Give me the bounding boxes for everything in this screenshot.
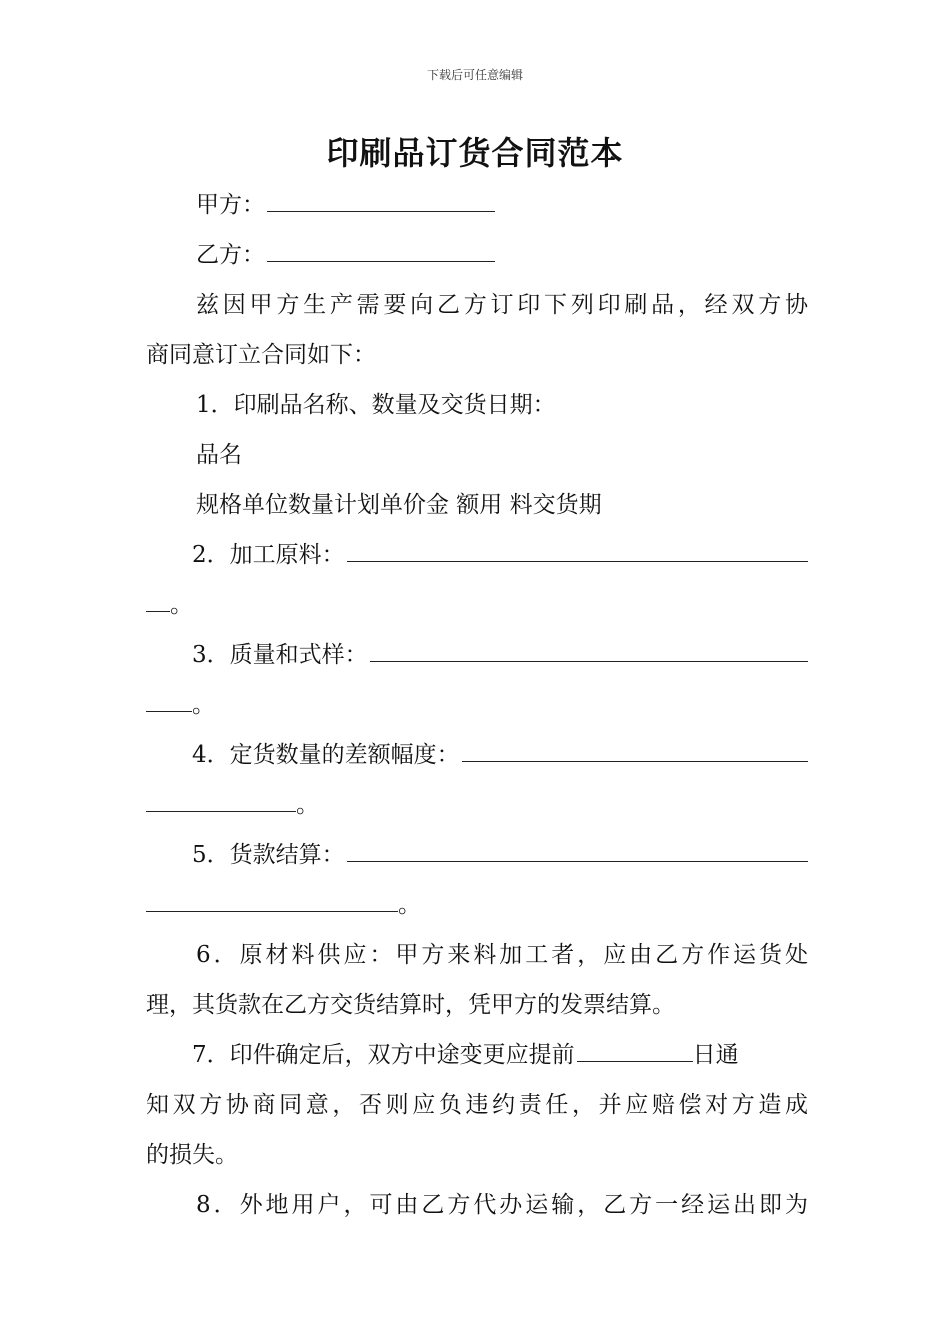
item-7-line-3 xyxy=(146,1130,808,1180)
item-3-blank-cont xyxy=(146,693,192,712)
product-name-line xyxy=(146,430,808,480)
item-6-line-1 xyxy=(146,930,808,980)
product-name-text: 品名 xyxy=(196,442,242,468)
item-6-text-1: 6．原材料供应：甲方来料加工者，应由乙方作运货处 xyxy=(196,942,808,968)
item-4-blank-cont xyxy=(146,793,296,812)
item-4-continuation xyxy=(146,780,808,830)
item-4-blank xyxy=(462,743,808,762)
item-1-text: 1．印刷品名称、数量及交货日期： xyxy=(196,392,556,418)
item-6-line-2 xyxy=(146,980,808,1030)
item-7-line-2 xyxy=(146,1080,808,1130)
item-8-text-1: 8．外地用户，可由乙方代办运输，乙方一经运出即为 xyxy=(196,1192,808,1218)
item-1-line xyxy=(146,380,808,430)
intro-line-1 xyxy=(146,280,808,330)
header-note: 下载后可任意编辑 xyxy=(426,68,523,82)
party-a-label: 甲方： xyxy=(196,192,265,218)
intro-text-2: 商同意订立合同如下： xyxy=(146,342,376,368)
item-8-line-1 xyxy=(146,1180,808,1230)
item-7-text-3: 的损失。 xyxy=(146,1142,238,1168)
item-7-text-2: 知双方协商同意，否则应负违约责任，并应赔偿对方造成 xyxy=(146,1092,808,1118)
item-5-line xyxy=(146,830,808,880)
item-5-blank xyxy=(347,843,808,862)
item-6-text-2: 理，其货款在乙方交货结算时，凭甲方的发票结算。 xyxy=(146,992,675,1018)
intro-text-1: 兹因甲方生产需要向乙方订印下列印刷品，经双方协 xyxy=(196,292,808,318)
party-b-blank xyxy=(267,243,495,262)
item-2-line xyxy=(146,530,808,580)
item-7-text-1a: 7．印件确定后，双方中途变更应提前 xyxy=(192,1042,575,1068)
item-3-line xyxy=(146,630,808,680)
party-a-blank xyxy=(267,193,495,212)
party-b-label: 乙方： xyxy=(196,242,265,268)
document-title: 印刷品订货合同范本 xyxy=(326,134,624,172)
party-a-line xyxy=(146,180,808,230)
columns-line xyxy=(146,480,808,530)
item-2-text: 2．加工原料： xyxy=(192,542,345,568)
contract-body xyxy=(146,180,808,1230)
item-2-blank-cont xyxy=(146,593,170,612)
item-7-line-1 xyxy=(146,1030,808,1080)
item-4-line xyxy=(146,730,808,780)
party-b-line xyxy=(146,230,808,280)
item-3-text: 3．质量和式样： xyxy=(192,642,368,668)
item-7-text-1b: 日通 xyxy=(692,1042,739,1068)
columns-text: 规格单位数量计划单价金 额用 料交货期 xyxy=(196,492,602,518)
item-4-text: 4．定货数量的差额幅度： xyxy=(192,742,460,768)
item-7-days-blank xyxy=(577,1043,693,1062)
item-4-period: 。 xyxy=(296,792,319,818)
intro-line-2 xyxy=(146,330,808,380)
item-3-continuation xyxy=(146,680,808,730)
item-5-blank-cont xyxy=(146,893,398,912)
item-2-continuation xyxy=(146,580,808,630)
item-2-blank xyxy=(347,543,808,562)
item-3-period: 。 xyxy=(192,692,215,718)
item-5-text: 5．货款结算： xyxy=(192,842,345,868)
item-2-period: 。 xyxy=(170,592,193,618)
item-3-blank xyxy=(370,643,808,662)
item-5-continuation xyxy=(146,880,808,930)
item-5-period: 。 xyxy=(398,892,421,918)
